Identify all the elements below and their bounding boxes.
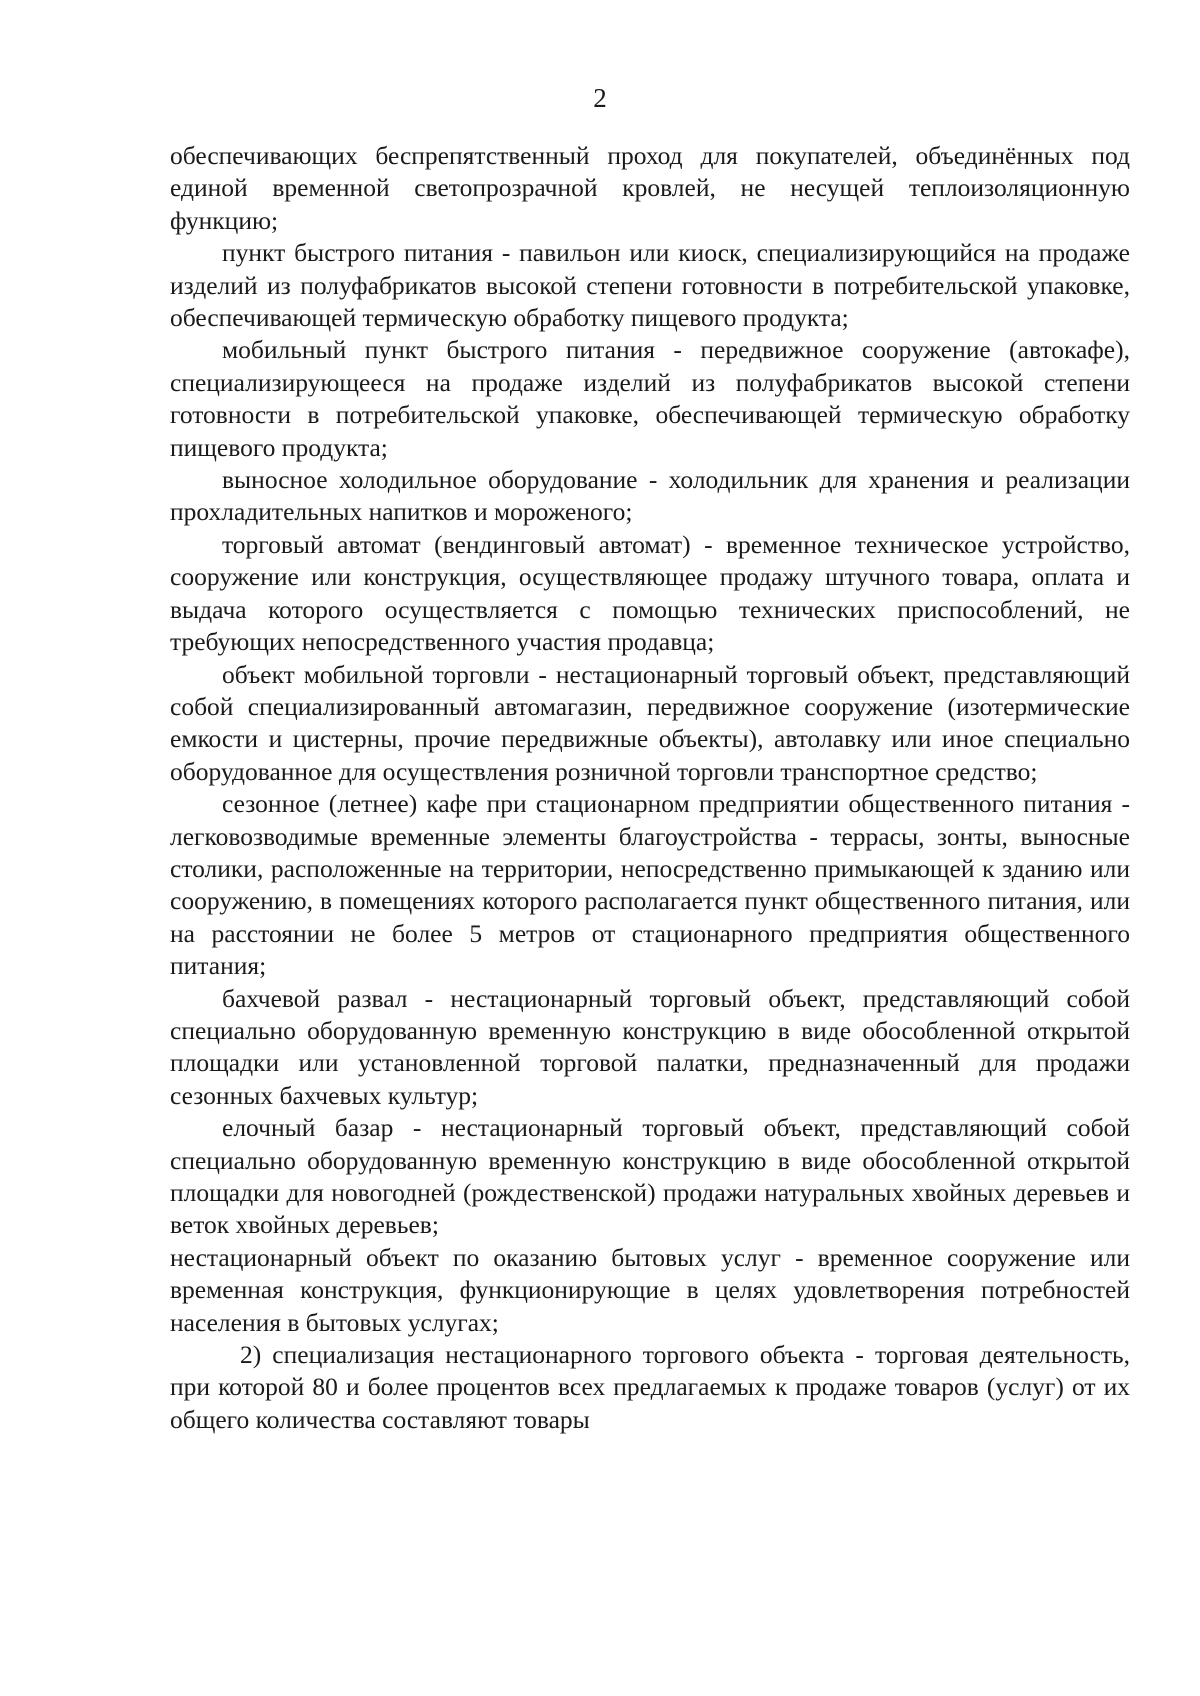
paragraph-seasonal-cafe: сезонное (летнее) кафе при стационарном предприятии общественного питания - легковозводимые временные элементы благоустройства - террасы, зонты, выносные столики, расположенные на территории, непосредственно примыкающей к зданию или сооружению, в помещениях которого располагается пункт общественного питания, или на расстоянии не более 5 метров от стационарного предприятия общественного питания; <box>170 789 1130 981</box>
paragraph-mobile-fast-food: мобильный пункт быстрого питания - передвижное сооружение (автокафе), специализирующееся на продаже изделий из полуфабрикатов высокой степени готовности в потребительской упаковке, обеспечивающей термическую обработку пищевого продукта; <box>170 335 1130 462</box>
page-number: 2 <box>593 83 607 113</box>
paragraph-vending-machine: торговый автомат (вендинговый автомат) - временное техническое устройство, сооружение или конструкция, осуществляющее продажу штучного товара, оплата и выдача которого осуществляется с помощью технических приспособлений, не требующих непосредственного участия продавца; <box>170 529 1130 657</box>
paragraph-household-services: нестационарный объект по оказанию бытовых услуг - временное сооружение или временная конструкция, функционирующие в целях удовлетворения потребностей населения в бытовых услугах; <box>170 1242 1130 1337</box>
paragraph-fast-food-point: пункт быстрого питания - павильон или киоск, специализирующийся на продаже изделий из полуфабрикатов высокой степени готовности в потребительской упаковке, обеспечивающей термическую обработку пищевого продукта; <box>170 238 1130 333</box>
paragraph-continuation: обеспечивающих беспрепятственный проход для покупателей, объединённых под единой временной светопрозрачной кровлей, не несущей теплоизоляционную функцию; <box>170 141 1130 235</box>
paragraph-mobile-trade: объект мобильной торговли - нестационарный торговый объект, представляющий собой специализированный автомагазин, передвижное сооружение (изотермические емкости и цистерны, прочие передвижные объекты), автолавку или иное специально оборудованное для осуществления розничной торговли транспортное средство; <box>170 659 1130 786</box>
paragraph-refrigeration: выносное холодильное оборудование - холодильник для хранения и реализации прохладительных напитков и мороженого; <box>170 465 1130 527</box>
paragraph-melon-stall: бахчевой развал - нестационарный торговый объект, представляющий собой специально оборудованную временную конструкцию в виде обособленной открытой площадки или установленной торговой палатки, предназначенный для продажи сезонных бахчевых культур; <box>170 983 1130 1110</box>
document-body <box>170 140 1130 1436</box>
paragraph-christmas-tree-market: елочный базар - нестационарный торговый объект, представляющий собой специально оборудованную временную конструкцию в виде обособленной открытой площадки для новогодней (рождественской) продажи натуральных хвойных деревьев и веток хвойных деревьев; <box>170 1113 1130 1240</box>
paragraph-specialization: 2) специализация нестационарного торгового объекта - торговая деятельность, при которой 80 и более процентов всех предлагаемых к продаже товаров (услуг) от их общего количества составляют товары <box>170 1340 1130 1434</box>
